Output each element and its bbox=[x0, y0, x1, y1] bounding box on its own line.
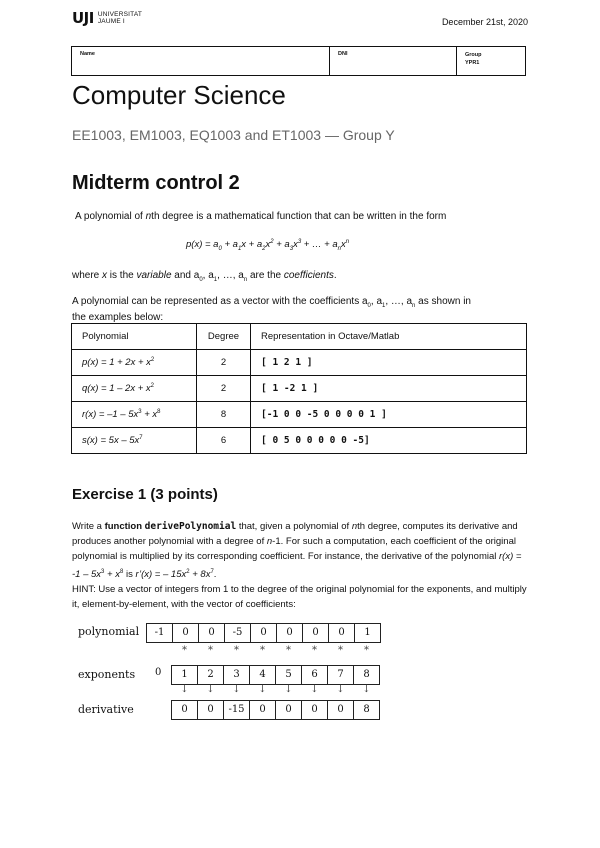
representation-cell: [ 0 5 0 0 0 0 0 -5] bbox=[251, 428, 527, 454]
table-header: Polynomial bbox=[72, 324, 197, 350]
derivative-cell: 0 bbox=[301, 700, 328, 720]
polynomial-label: polynomial bbox=[78, 625, 140, 638]
table-header: Representation in Octave/Matlab bbox=[251, 324, 527, 350]
polynomial-cell: 0 bbox=[328, 623, 355, 643]
exercise-1-description: Write a function derivePolynomial that, given a polynomial of nth degree, computes its derivative and produces another polynomial with a degree of n-1. For such a computation, each coefficient of the original polynomial is multiplied by its corresponding coefficient. For instance, the derivative of the polynomial $r(x) = -1 - 5x^3 + x^8$ is r’(x) = – $15x^2 + 8x^7$. HINT: Use a vector of integers from 1 to the degree of the original polynomial for the exponents, and multiply it, element-by-element, with the vector of coefficients: bbox=[72, 521, 527, 611]
exam-date: December 21st, 2020 bbox=[441, 17, 528, 27]
exercise-1-title: Exercise 1 (3 points) bbox=[72, 486, 218, 503]
multiply-symbol: * bbox=[234, 645, 239, 656]
polynomial-cell: 0 bbox=[250, 623, 277, 643]
dni-field[interactable] bbox=[330, 47, 457, 75]
multiply-symbol: * bbox=[312, 645, 317, 656]
multiply-symbol: * bbox=[208, 645, 213, 656]
down-arrow-icon: ↓ bbox=[206, 684, 215, 695]
polynomial-cell: $s(x) = 5x - 5x^7$ bbox=[72, 428, 197, 454]
polynomial-cell: $p(x) = 1 + 2x + x^2$ bbox=[72, 350, 197, 376]
polynomial-cell: 0 bbox=[172, 623, 199, 643]
logo-line-2: JAUME I bbox=[97, 18, 125, 25]
polynomial-table bbox=[71, 323, 527, 454]
logo-line-1: UNIVERSITAT bbox=[97, 11, 143, 18]
table-row bbox=[72, 428, 527, 454]
multiply-symbol: * bbox=[182, 645, 187, 656]
exponent-cell: 1 bbox=[171, 665, 198, 685]
representation-cell: [ 1 -2 1 ] bbox=[251, 376, 527, 402]
polynomial-cell: 0 bbox=[198, 623, 225, 643]
polynomial-formula: $p(x) = a_0 + a_1x + a_2x^2 + a_3x^3$ + … + $a_nx^n$ bbox=[186, 239, 350, 253]
degree-cell: 2 bbox=[197, 376, 251, 402]
student-id-box bbox=[71, 46, 526, 76]
down-arrow-icon: ↓ bbox=[232, 684, 241, 695]
derivative-cell: 0 bbox=[249, 700, 276, 720]
multiply-symbol: * bbox=[364, 645, 369, 656]
down-arrow-icon: ↓ bbox=[362, 684, 371, 695]
exponent-cell: 5 bbox=[275, 665, 302, 685]
polynomial-cell: $q(x) = 1 - 2x + x^2$ bbox=[72, 376, 197, 402]
representation-cell: [-1 0 0 -5 0 0 0 0 1 ] bbox=[251, 402, 527, 428]
hint-text: HINT: Use a vector of integers from 1 to the degree of the original polynomial for the exponents, and multiply it, element-by-element, with the vector of coefficients: bbox=[72, 583, 527, 611]
exponent-cell: 2 bbox=[197, 665, 224, 685]
polynomial-cell: 1 bbox=[354, 623, 381, 643]
polynomial-cell: 0 bbox=[302, 623, 329, 643]
name-field[interactable] bbox=[72, 47, 330, 75]
down-arrow-icon: ↓ bbox=[180, 684, 189, 695]
logo-mark: UJI bbox=[72, 9, 94, 27]
exponent-cell: 8 bbox=[353, 665, 380, 685]
group-value: YPR1 bbox=[465, 60, 480, 66]
exponents-row bbox=[172, 665, 380, 685]
table-row bbox=[72, 402, 527, 428]
polynomial-cell: -5 bbox=[224, 623, 251, 643]
polynomial-cell: $r(x) = -1 - 5x^3 + x^8$ bbox=[72, 402, 197, 428]
derivative-cell: 0 bbox=[327, 700, 354, 720]
exponent-zero: 0 bbox=[155, 667, 162, 678]
down-arrow-icon: ↓ bbox=[336, 684, 345, 695]
course-subtitle: EE1003, EM1003, EQ1003 and ET1003 — Group Y bbox=[72, 127, 395, 143]
document-title: Midterm control 2 bbox=[72, 172, 240, 194]
table-row bbox=[72, 350, 527, 376]
dni-label: DNI bbox=[338, 51, 348, 57]
exponent-cell: 3 bbox=[223, 665, 250, 685]
derivative-cell: -15 bbox=[223, 700, 250, 720]
arrow-row bbox=[171, 684, 379, 695]
derivative-cell: 0 bbox=[171, 700, 198, 720]
down-arrow-icon: ↓ bbox=[284, 684, 293, 695]
multiply-symbol: * bbox=[260, 645, 265, 656]
down-arrow-icon: ↓ bbox=[258, 684, 267, 695]
degree-cell: 8 bbox=[197, 402, 251, 428]
multiply-symbol: * bbox=[338, 645, 343, 656]
derivative-cell: 0 bbox=[197, 700, 224, 720]
course-title: Computer Science bbox=[72, 80, 286, 110]
polynomial-cell: 0 bbox=[276, 623, 303, 643]
multiply-row bbox=[171, 645, 379, 656]
intro-paragraph-2: where x is the variable and $a_0$, $a_1$, …, $a_n$ are the coefficients. bbox=[72, 270, 337, 283]
multiply-symbol: * bbox=[286, 645, 291, 656]
representation-cell: [ 1 2 1 ] bbox=[251, 350, 527, 376]
derivative-label: derivative bbox=[78, 703, 134, 716]
intro-paragraph-3: A polynomial can be represented as a vector with the coefficients $a_0$, $a_1$, …, $a_n$ as shown in the examples below: bbox=[72, 296, 471, 323]
polynomial-row bbox=[147, 623, 381, 643]
polynomial-cell: -1 bbox=[146, 623, 173, 643]
degree-cell: 2 bbox=[197, 350, 251, 376]
derivative-row bbox=[172, 700, 380, 720]
group-field bbox=[457, 47, 525, 75]
group-label: Group bbox=[465, 52, 482, 58]
exponent-cell: 7 bbox=[327, 665, 354, 685]
exponent-cell: 4 bbox=[249, 665, 276, 685]
exponents-label: exponents bbox=[78, 668, 136, 681]
name-label: Name bbox=[80, 51, 95, 57]
degree-cell: 6 bbox=[197, 428, 251, 454]
derivative-cell: 8 bbox=[353, 700, 380, 720]
logo-text bbox=[98, 11, 142, 25]
intro-paragraph-1: A polynomial of nth degree is a mathematical function that can be written in the form bbox=[75, 211, 447, 222]
table-header: Degree bbox=[197, 324, 251, 350]
table-header-row bbox=[72, 324, 527, 350]
derivative-cell: 0 bbox=[275, 700, 302, 720]
down-arrow-icon: ↓ bbox=[310, 684, 319, 695]
exponent-cell: 6 bbox=[301, 665, 328, 685]
table-row bbox=[72, 376, 527, 402]
university-logo bbox=[72, 9, 142, 27]
